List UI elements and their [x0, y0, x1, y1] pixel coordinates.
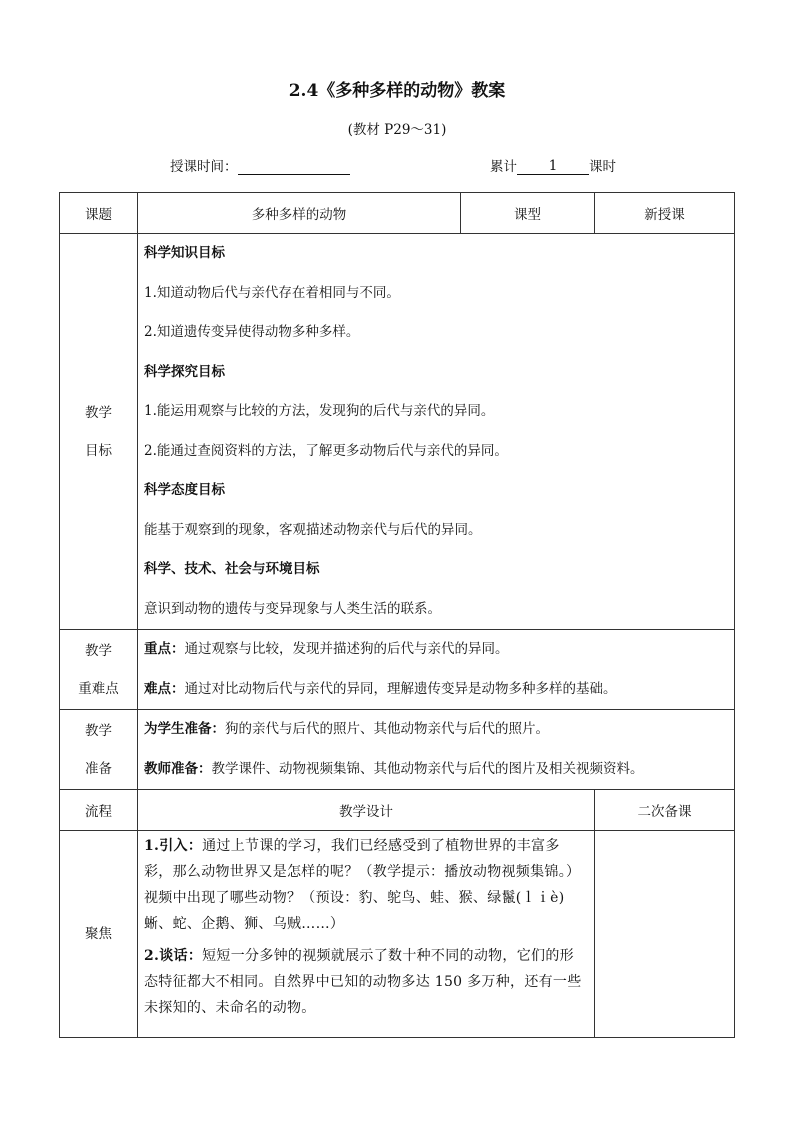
- student-prep: 为学生准备：狗的亲代与后代的照片、其他动物亲代与后代的照片。: [144, 721, 549, 737]
- focus-content: [138, 831, 595, 1038]
- teacher-prep: 教师准备：教学课件、动物视频集锦、其他动物亲代与后代的图片及相关视频资料。: [144, 760, 644, 777]
- lesson-time: [170, 155, 350, 175]
- goal-item: 2.能通过查阅资料的方法，了解更多动物后代与亲代的异同。: [144, 442, 508, 459]
- goal-heading: 科学、技术、社会与环境目标: [144, 561, 320, 577]
- goals-row: [60, 234, 735, 630]
- design-label: 教学设计: [138, 790, 595, 831]
- textbook-pages: (教材 P29～31): [347, 122, 447, 138]
- goal-heading: 科学知识目标: [144, 245, 225, 261]
- goals-label: 教学 目标: [60, 234, 138, 630]
- goal-heading: 科学态度目标: [144, 482, 225, 498]
- focus-talk: 2.谈话：短短一分多钟的视频就展示了数十种不同的动物，它们的形态特征都大不相同。自然界中已知的动物多达 150 多万种，还有一些未探知的、未命名的动物。: [144, 948, 582, 1016]
- goal-item: 1.知道动物后代与亲代存在着相同与不同。: [144, 284, 400, 301]
- difficult-point: 难点：通过对比动物后代与亲代的异同，理解遗传变异是动物多种多样的基础。: [144, 680, 617, 697]
- lesson-count-unit: 课时: [589, 159, 616, 175]
- prep-content: [138, 710, 735, 790]
- flow-label: 流程: [60, 790, 138, 831]
- focus-label: 聚焦: [60, 831, 138, 1038]
- goal-item: 1.能运用观察与比较的方法，发现狗的后代与亲代的异同。: [144, 403, 495, 419]
- goals-content: [138, 234, 735, 630]
- flow-header-row: [60, 790, 735, 831]
- key-points-content: [138, 630, 735, 710]
- lesson-count-value: 1: [517, 158, 589, 175]
- key-points-row: [60, 630, 735, 710]
- type-value: 新授课: [595, 193, 735, 234]
- key-points-label: 教学 重难点: [60, 630, 138, 710]
- goal-item: 意识到动物的遗传与变异现象与人类生活的联系。: [144, 600, 441, 617]
- lesson-count-label: 累计: [490, 159, 517, 175]
- prep-row: [60, 710, 735, 790]
- lesson-time-label: 授课时间：: [170, 159, 238, 175]
- focus-row: [60, 831, 735, 1038]
- goal-item: 2.知道遗传变异使得动物多种多样。: [144, 324, 360, 340]
- goal-item: 能基于观察到的现象，客观描述动物亲代与后代的异同。: [144, 521, 482, 538]
- lesson-time-blank: [238, 158, 350, 175]
- focus-intro: 1.引入：通过上节课的学习，我们已经感受到了植物世界的丰富多彩，那么动物世界又是怎样的呢？（教学提示：播放动物视频集锦。）视频中出现了哪些动物？（预设：豹、鸵鸟、蛙、猴、绿鬣(ｌｉè)蜥、蛇、企鹅、狮、乌贼……）: [144, 838, 581, 932]
- topic-label: 课题: [60, 193, 138, 234]
- topic-row: [60, 193, 735, 234]
- page-title: 2.4《多种多样的动物》教案: [288, 81, 506, 101]
- key-point: 重点：通过观察与比较，发现并描述狗的后代与亲代的异同。: [144, 641, 509, 657]
- lesson-plan-table: [59, 192, 735, 1038]
- type-label: 课型: [461, 193, 595, 234]
- topic-value: 多种多样的动物: [138, 193, 461, 234]
- notes-cell[interactable]: [595, 831, 735, 1038]
- lesson-count: [490, 155, 616, 175]
- notes-label: 二次备课: [595, 790, 735, 831]
- prep-label: 教学 准备: [60, 710, 138, 790]
- goal-heading: 科学探究目标: [144, 363, 225, 380]
